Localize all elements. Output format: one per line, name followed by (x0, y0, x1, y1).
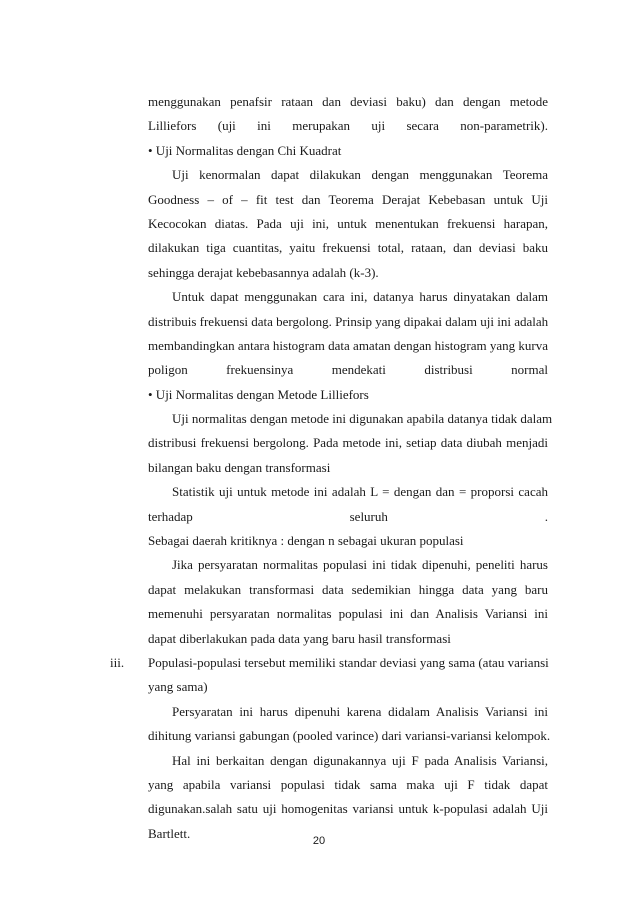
text-line-content: Uji kenormalan dapat dilakukan dengan menggunakan Teorema (172, 167, 548, 183)
text-line-content: Uji normalitas dengan metode ini digunakan apabila datanya tidak dalam (172, 411, 553, 427)
text-line-content: Sebagai daerah kritiknya : dengan n sebagai ukuran populasi (148, 533, 464, 549)
text-line (148, 188, 548, 212)
text-line (148, 358, 548, 382)
text-line-content: terhadap seluruh . (148, 508, 548, 524)
text-line (148, 700, 548, 724)
text-line (148, 236, 548, 260)
text-line (148, 724, 551, 748)
text-line (148, 456, 548, 480)
text-line (148, 383, 548, 407)
text-line (148, 480, 548, 504)
text-line-content: sehingga derajat kebebasannya adalah (k-3). (148, 264, 379, 280)
text-line (148, 529, 548, 553)
text-line (148, 749, 548, 773)
text-line (148, 212, 548, 236)
text-line-content: poligon frekuensinya mendekati distribusi normal (148, 362, 548, 378)
text-line-content: dapat diberlakukan pada data yang baru hasil transformasi (148, 630, 451, 646)
text-line-content: dihitung variansi gabungan (pooled varince) dari variansi-variansi kelompok. (148, 728, 551, 744)
text-line (148, 139, 548, 163)
text-line-content: yang apabila variansi populasi tidak sama maka uji F tidak dapat (148, 776, 548, 792)
text-line (110, 651, 549, 675)
text-line-content: Jika persyaratan normalitas populasi ini tidak dipenuhi, peneliti harus (172, 557, 548, 573)
body-text (110, 90, 553, 846)
text-line (148, 505, 548, 529)
text-line (148, 553, 548, 577)
text-line (148, 261, 548, 285)
text-line-content: dilakukan tiga cuantitas, yaitu frekuensi total, rataan, dan deviasi baku (148, 240, 548, 256)
text-line-content: Statistik uji untuk metode ini adalah L = dengan dan = proporsi cacah (172, 484, 548, 500)
text-line (148, 675, 548, 699)
text-line (148, 310, 548, 334)
text-line-content: Bartlett. (148, 825, 191, 841)
text-line-content: distribuis frekuensi data bergolong. Prinsip yang dipakai dalam uji ini adalah (148, 313, 549, 329)
text-line-content: yang sama) (148, 679, 208, 695)
text-line-content: digunakan.salah satu uji homogenitas variansi untuk k-populasi adalah Uji (148, 801, 548, 817)
text-line (148, 602, 548, 626)
text-line (148, 431, 548, 455)
list-marker: iii. (110, 654, 125, 670)
text-line-content: Hal ini berkaitan dengan digunakannya uji F pada Analisis Variansi, (172, 752, 548, 768)
text-line (148, 90, 548, 114)
text-line-content: memenuhi persyaratan normalitas populasi ini dan Analisis Variansi ini (148, 606, 548, 622)
text-line-content: bilangan baku dengan transformasi (148, 459, 331, 475)
text-line-content: Persyaratan ini harus dipenuhi karena didalam Analisis Variansi ini (172, 703, 548, 719)
text-line-content: Populasi-populasi tersebut memiliki standar deviasi yang sama (atau variansi (148, 654, 549, 670)
text-line-content: membandingkan antara histogram data amatan dengan histogram yang kurva (148, 337, 548, 353)
text-line-content: • Uji Normalitas dengan Metode Lilliefors (148, 386, 369, 402)
text-line-content: • Uji Normalitas dengan Chi Kuadrat (148, 142, 342, 158)
text-line-content: dapat melakukan transformasi data sedemikian hingga data yang baru (148, 581, 548, 597)
text-line (148, 407, 553, 431)
text-line-content: Goodness – of – fit test dan Teorema Derajat Kebebasan untuk Uji (148, 191, 548, 207)
text-line-content: menggunakan penafsir rataan dan deviasi baku) dan dengan metode (148, 94, 548, 109)
text-line (148, 797, 548, 821)
text-line-content: Lilliefors (uji ini merupakan uji secara non-parametrik). (148, 118, 548, 134)
text-line (148, 114, 548, 138)
text-line (148, 163, 548, 187)
text-line-content: Untuk dapat menggunakan cara ini, datanya harus dinyatakan dalam (172, 289, 548, 305)
text-line (148, 773, 548, 797)
page-number: 20 (312, 835, 326, 847)
text-line (148, 334, 548, 358)
text-line (148, 285, 548, 309)
text-line (148, 627, 548, 651)
text-line (148, 578, 548, 602)
text-line-content: distribusi frekuensi bergolong. Pada metode ini, setiap data diubah menjadi (148, 435, 548, 451)
text-line-content: Kecocokan diatas. Pada uji ini, untuk menentukan frekuensi harapan, (148, 215, 548, 231)
